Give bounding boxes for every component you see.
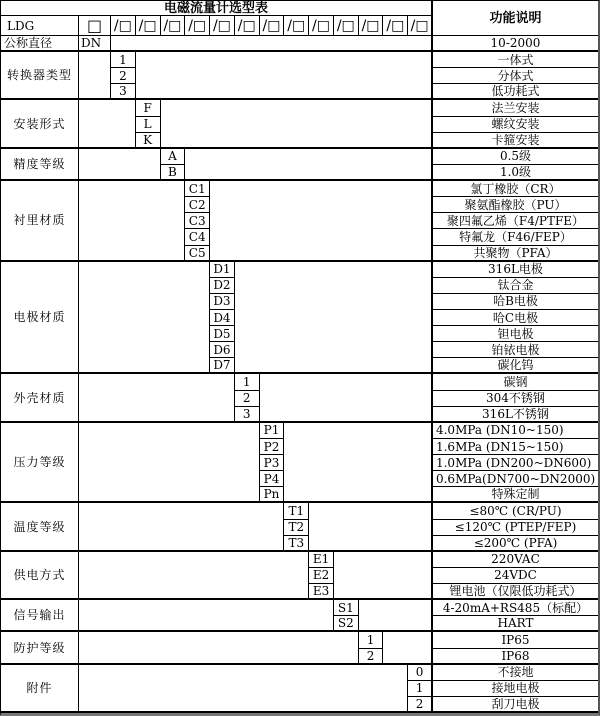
value-cell: 0.6MPa(DN700~DN2000) (433, 471, 598, 487)
code-cell: 2 (408, 697, 433, 713)
value-cell: IP65 (433, 632, 598, 648)
model-slot-cell: /□ (235, 16, 260, 36)
value-cell: ≤200℃ (PFA) (433, 536, 598, 552)
model-slot-cell: /□ (359, 16, 384, 36)
model-slot-cell: /□ (185, 16, 210, 36)
value-cell: 刮刀电极 (433, 697, 598, 713)
group-left-gap (79, 52, 111, 100)
value-cell: 304不锈钢 (433, 391, 598, 407)
value-cell: 4-20mA+RS485（标配） (433, 600, 598, 616)
code-cell: 0 (408, 665, 433, 681)
group-left-gap (79, 423, 260, 504)
diameter-gap-cell (111, 36, 433, 52)
group-label: 精度等级 (1, 149, 79, 181)
value-cell: 聚氨酯橡胶（PU） (433, 197, 598, 213)
value-cell: 接地电极 (433, 681, 598, 697)
value-cell: 分体式 (433, 68, 598, 84)
group-label: 供电方式 (1, 552, 79, 600)
value-cell: 钛合金 (433, 278, 598, 294)
value-cell: ≤80℃ (CR/PU) (433, 503, 598, 519)
code-cell: C4 (185, 229, 210, 245)
value-cell: 哈C电极 (433, 310, 598, 326)
code-cell: 1 (235, 374, 260, 390)
code-cell: C2 (185, 197, 210, 213)
group-right-gap (309, 503, 433, 551)
value-cell: 220VAC (433, 552, 598, 568)
group-left-gap (79, 503, 284, 551)
model-slot-cell: /□ (260, 16, 285, 36)
group-left-gap (79, 262, 210, 375)
value-cell: 4.0MPa (DN10~150) (433, 423, 598, 439)
value-cell: 卡箍安装 (433, 133, 598, 149)
group-right-gap (359, 600, 433, 632)
model-prefix-cell: LDG (1, 16, 79, 36)
value-cell: 哈B电极 (433, 294, 598, 310)
group-left-gap (79, 600, 334, 632)
code-cell: P4 (260, 471, 285, 487)
group-label: 转换器类型 (1, 52, 79, 100)
code-cell: C5 (185, 246, 210, 262)
group-right-gap (185, 149, 433, 181)
code-cell: B (161, 165, 186, 181)
value-cell: 锂电池（仅限低功耗式） (433, 584, 598, 600)
value-cell: 316L电极 (433, 262, 598, 278)
code-cell: E3 (309, 584, 334, 600)
value-cell: 特氟龙（F46/FEP） (433, 229, 598, 245)
code-cell: E2 (309, 568, 334, 584)
value-cell: 铂铱电极 (433, 342, 598, 358)
group-right-gap (161, 100, 433, 148)
group-left-gap (79, 632, 359, 664)
code-cell: C3 (185, 213, 210, 229)
value-cell: 1.6MPa (DN15~150) (433, 439, 598, 455)
value-cell: 24VDC (433, 568, 598, 584)
value-cell: 聚四氟乙烯（F4/PTFE） (433, 213, 598, 229)
model-slot-cell: /□ (408, 16, 433, 36)
group-left-gap (79, 100, 136, 148)
group-right-gap (284, 423, 433, 504)
value-cell: 316L不锈钢 (433, 407, 598, 423)
value-cell: HART (433, 616, 598, 632)
code-cell: 1 (408, 681, 433, 697)
value-cell: 钽电极 (433, 326, 598, 342)
function-column-header: 功能说明 (433, 1, 598, 36)
code-cell: S1 (334, 600, 359, 616)
model-first-box-cell: □ (79, 16, 111, 36)
value-cell: 1.0MPa (DN200~DN600) (433, 455, 598, 471)
value-cell: 螺纹安装 (433, 117, 598, 133)
code-cell: P2 (260, 439, 285, 455)
code-cell: A (161, 149, 186, 165)
group-label: 电极材质 (1, 262, 79, 375)
code-cell: D4 (210, 310, 235, 326)
code-cell: P3 (260, 455, 285, 471)
value-cell: 0.5级 (433, 149, 598, 165)
value-cell: 1.0级 (433, 165, 598, 181)
value-cell: 共聚物（PFA） (433, 246, 598, 262)
value-cell: 法兰安装 (433, 100, 598, 116)
group-label: 外壳材质 (1, 374, 79, 422)
code-cell: 3 (235, 407, 260, 423)
group-right-gap (235, 262, 433, 375)
group-left-gap (79, 665, 408, 713)
code-cell: D3 (210, 294, 235, 310)
code-cell: K (136, 133, 161, 149)
group-left-gap (79, 149, 161, 181)
row-label-diameter: 公称直径 (1, 36, 79, 52)
model-slot-cell: /□ (210, 16, 235, 36)
value-cell: IP68 (433, 649, 598, 665)
value-cell: 不接地 (433, 665, 598, 681)
model-slot-cell: /□ (284, 16, 309, 36)
code-cell: L (136, 117, 161, 133)
group-label: 衬里材质 (1, 181, 79, 262)
group-label: 温度等级 (1, 503, 79, 551)
value-cell: 碳化钨 (433, 358, 598, 374)
group-right-gap (334, 552, 433, 600)
value-cell: 特殊定制 (433, 487, 598, 503)
group-left-gap (79, 552, 309, 600)
code-cell: F (136, 100, 161, 116)
code-cell: Pn (260, 487, 285, 503)
group-left-gap (79, 374, 235, 422)
code-cell: T2 (284, 520, 309, 536)
value-cell: 碳钢 (433, 374, 598, 390)
code-cell: T3 (284, 536, 309, 552)
table-title: 电磁流量计选型表 (1, 1, 433, 16)
group-left-gap (79, 181, 185, 262)
code-cell: C1 (185, 181, 210, 197)
code-cell: D2 (210, 278, 235, 294)
group-right-gap (210, 181, 433, 262)
value-cell: 一体式 (433, 52, 598, 68)
group-label: 安装形式 (1, 100, 79, 148)
code-cell: D6 (210, 342, 235, 358)
group-label: 信号输出 (1, 600, 79, 632)
group-label: 压力等级 (1, 423, 79, 504)
group-right-gap (260, 374, 433, 422)
model-slot-cell: /□ (161, 16, 186, 36)
group-label: 防护等级 (1, 632, 79, 664)
value-cell: ≤120℃ (PTEP/FEP) (433, 520, 598, 536)
value-cell: 低功耗式 (433, 84, 598, 100)
code-cell: D1 (210, 262, 235, 278)
model-slot-cell: /□ (383, 16, 408, 36)
code-cell: E1 (309, 552, 334, 568)
code-cell: 1 (111, 52, 136, 68)
code-cell: T1 (284, 503, 309, 519)
value-cell: 氯丁橡胶（CR） (433, 181, 598, 197)
group-right-gap (383, 632, 433, 664)
code-cell: 2 (235, 391, 260, 407)
code-cell: D7 (210, 358, 235, 374)
value-cell-diameter: 10-2000 (433, 36, 598, 52)
model-slot-cell: /□ (111, 16, 136, 36)
model-slot-cell: /□ (136, 16, 161, 36)
model-slot-cell: /□ (334, 16, 359, 36)
code-cell: P1 (260, 423, 285, 439)
diameter-code-cell: DN (79, 36, 111, 52)
code-cell: S2 (334, 616, 359, 632)
code-cell: 1 (359, 632, 384, 648)
group-right-gap (136, 52, 433, 100)
code-cell: 2 (111, 68, 136, 84)
group-label: 附件 (1, 665, 79, 713)
model-slot-cell: /□ (309, 16, 334, 36)
code-cell: 2 (359, 649, 384, 665)
code-cell: 3 (111, 84, 136, 100)
code-cell: D5 (210, 326, 235, 342)
